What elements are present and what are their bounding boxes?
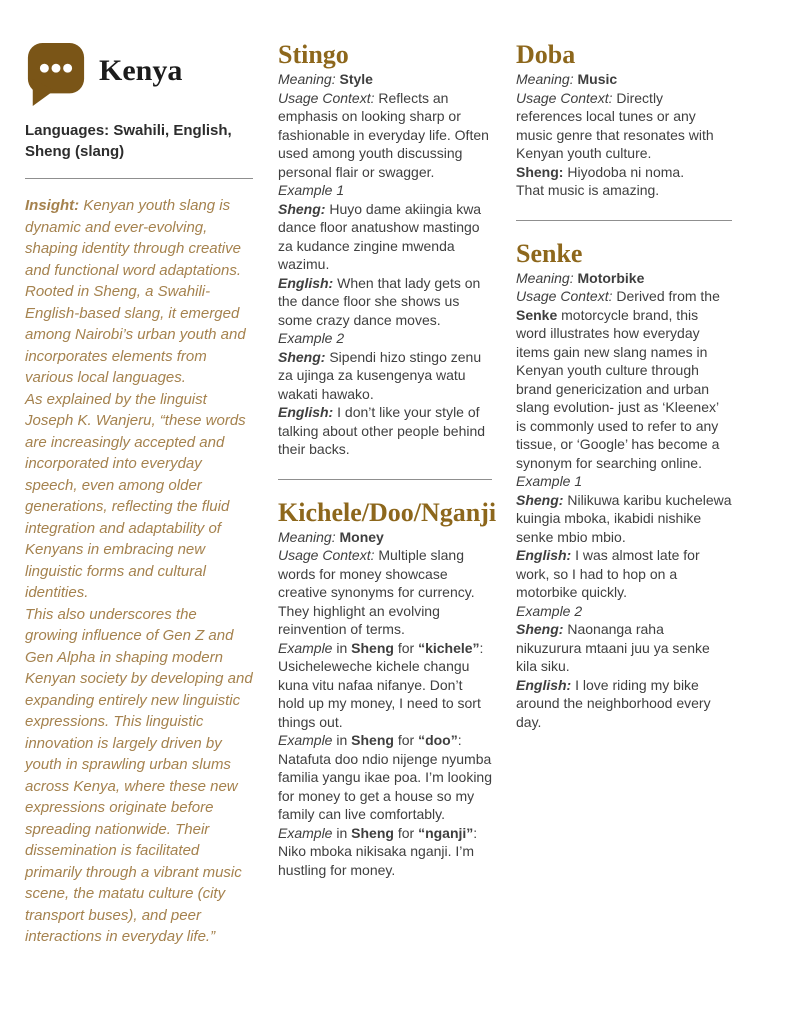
usage-text: Multiple slang words for money showcase creative synonyms for currency. They highlight an evolving reinvention of terms. (278, 547, 475, 637)
entry-kichele-doo-nganji (278, 497, 497, 880)
for-word: for (393, 732, 419, 748)
meaning-line (516, 70, 732, 89)
entry-title: Senke (516, 238, 583, 268)
for-word: for (393, 824, 419, 841)
right-column (516, 40, 732, 1024)
example-heading-line (278, 824, 492, 843)
meaning-value: Money (339, 528, 384, 545)
usage-label: Usage Context: (516, 288, 613, 304)
in-word: in (332, 732, 352, 748)
example-word: Example (278, 639, 333, 656)
example-label: Example 2 (516, 602, 583, 619)
divider (25, 178, 253, 179)
sheng-label: Sheng: (516, 621, 564, 637)
english-line (516, 676, 732, 732)
meaning-label: Meaning: (516, 71, 574, 87)
entry-doba (516, 40, 732, 200)
sheng-label: Sheng: (278, 200, 326, 217)
example-heading-line (278, 639, 492, 658)
english-line (516, 546, 732, 602)
sheng-text: Nilikuwa karibu kuchelewa kuingia mboka, ikabidi nishike senke mbio mbio. (516, 491, 732, 545)
english-text: I don’t like your style of talking about other people behind their backs. (278, 404, 486, 457)
sheng-label: Sheng: (278, 348, 326, 365)
usage-text: Reflects an emphasis on looking sharp or fashionable in everyday life. Often used among youth discussing personal flair or swagger. (278, 89, 489, 180)
insight-text: Kenyan youth slang is dynamic and ever-evolving, shaping identity through creative and functional word adaptations. Rooted in Sheng, a Swahili-English-based slang, it emerged among Nairobi’s urban youth and incorporates elements from various local languages. (25, 197, 246, 386)
entry-stingo (278, 40, 492, 459)
sheng-line (516, 620, 732, 676)
insight-block (25, 195, 253, 948)
meaning-value: Motorbike (577, 269, 645, 286)
for-word: for (393, 639, 419, 656)
sheng-text: Hiyodoba ni noma. (567, 163, 685, 180)
english-label: English: (516, 676, 572, 693)
meaning-line (278, 528, 492, 547)
sheng-label: Sheng: (516, 491, 564, 508)
meaning-line (516, 269, 732, 288)
usage-text-post: motorcycle brand, this word illustrates how everyday items gain new slang names in Kenyan youth culture through brand genericization and urban slang evolution- just as ‘Kleenex’ is commonly used to refer to any tissue, or ‘Google’ has become a synonym for searching online. (516, 306, 720, 471)
english-label: English: (516, 547, 572, 563)
sheng-word: Sheng (351, 639, 394, 656)
english-label: English: (278, 404, 334, 420)
english-line (278, 274, 492, 330)
insight-label: Insight: (25, 197, 80, 214)
example-heading-line (278, 731, 492, 750)
country-title: Kenya (99, 54, 183, 87)
sheng-line (278, 348, 492, 404)
example-term: “doo” (418, 732, 458, 748)
sheng-word: Sheng (351, 732, 394, 748)
example-label: Example 1 (516, 473, 583, 489)
example-term: “nganji” (418, 824, 474, 841)
translation-line: That music is amazing. (516, 182, 660, 198)
meaning-label: Meaning: (278, 71, 336, 87)
example-label: Example 2 (278, 330, 345, 346)
example-term: “kichele” (418, 639, 480, 656)
sheng-text: Huyo dame akiingia kwa dance floor anatushow mastingo za kudance zingine mwenda wazimu. (278, 200, 482, 272)
chat-bubble-three-dots-icon (25, 40, 87, 108)
left-column (25, 40, 253, 1024)
example-text: Natafuta doo ndio nijenge nyumba familia yangu ikae poa. I’m looking for money to get a house so my family can live comfortably. (278, 750, 493, 822)
english-label: English: (278, 274, 334, 291)
english-text: I was almost late for work, so I had to hop on a motorbike quickly. (516, 547, 700, 600)
example-label: Example 1 (278, 182, 345, 198)
colon: : (473, 824, 478, 841)
in-word: in (332, 824, 352, 841)
entry-senke (516, 239, 732, 732)
entry-title: Kichele/Doo/Nganji (278, 497, 497, 527)
english-text: When that lady gets on the dance floor she shows us some crazy dance moves. (278, 274, 481, 328)
usage-label: Usage Context: (278, 89, 375, 106)
sheng-text: Naonanga raha nikuzurura mtaani juu ya senke kila siku. (516, 621, 710, 674)
usage-text-pre: Derived from the (616, 288, 720, 304)
insight-paragraph: As explained by the linguist Joseph K. Wanjeru, “these words are increasingly accepted and incorporated into everyday speech, even among older generations, reflecting the fluid integration and adaptability of Kenyans in embracing new linguistic forms and cultural identities. (25, 390, 246, 601)
sheng-text: Sipendi hizo stingo zenu za ujinga za kusengenya watu wakati hawako. (278, 348, 482, 402)
insight-paragraph: This also underscores the growing influence of Gen Z and Gen Alpha in shaping modern Kenyan society by developing and expanding entirely new linguistic expressions. This linguistic innovation is largely driven by youth in sprawling urban slums across Kenya, where these new expressions originate before spreading nationwide. Their dissemination is facilitated primarily through a vibrant music scene, the matatu culture (city transport buses), and peer interactions in everyday life.” (25, 605, 253, 945)
languages-label: Languages: Swahili, English, Sheng (slang) (25, 122, 232, 160)
meaning-label: Meaning: (516, 269, 574, 286)
usage-paragraph (278, 546, 492, 639)
insight-paragraph (25, 195, 253, 389)
meaning-label: Meaning: (278, 528, 336, 545)
middle-column (278, 40, 497, 1024)
usage-text: Directly references local tunes or any music genre that resonates with Kenyan youth culture. (516, 89, 714, 161)
usage-label: Usage Context: (278, 547, 375, 563)
divider (278, 479, 492, 480)
meaning-value: Style (339, 71, 373, 87)
example-word: Example (278, 732, 333, 748)
english-text: I love riding my bike around the neighborhood every day. (516, 676, 711, 730)
entry-title: Stingo (278, 40, 349, 69)
example-word: Example (278, 824, 333, 841)
colon: : (457, 732, 462, 748)
divider (516, 220, 732, 221)
example-text: Niko mboka nikisaka nganji. I’m hustling for money. (278, 843, 475, 878)
usage-paragraph (278, 89, 492, 182)
usage-text-bold: Senke (516, 306, 558, 323)
english-line (278, 403, 492, 459)
usage-paragraph (516, 287, 732, 472)
sheng-word: Sheng (351, 824, 394, 841)
in-word: in (332, 639, 352, 656)
usage-paragraph (516, 89, 732, 163)
meaning-value: Music (577, 71, 618, 87)
usage-label: Usage Context: (516, 89, 613, 106)
sheng-line (278, 200, 492, 274)
country-header (25, 40, 253, 108)
colon: : (479, 639, 484, 656)
meaning-line (278, 70, 492, 89)
sheng-line (516, 163, 732, 182)
sheng-label: Sheng: (516, 163, 564, 180)
example-text: Usicheleweche kichele changu kuna vitu nafaa nifanye. Don’t hold up my money, I need to sort things out. (278, 658, 481, 730)
sheng-line (516, 491, 732, 547)
entry-title: Doba (516, 40, 576, 69)
